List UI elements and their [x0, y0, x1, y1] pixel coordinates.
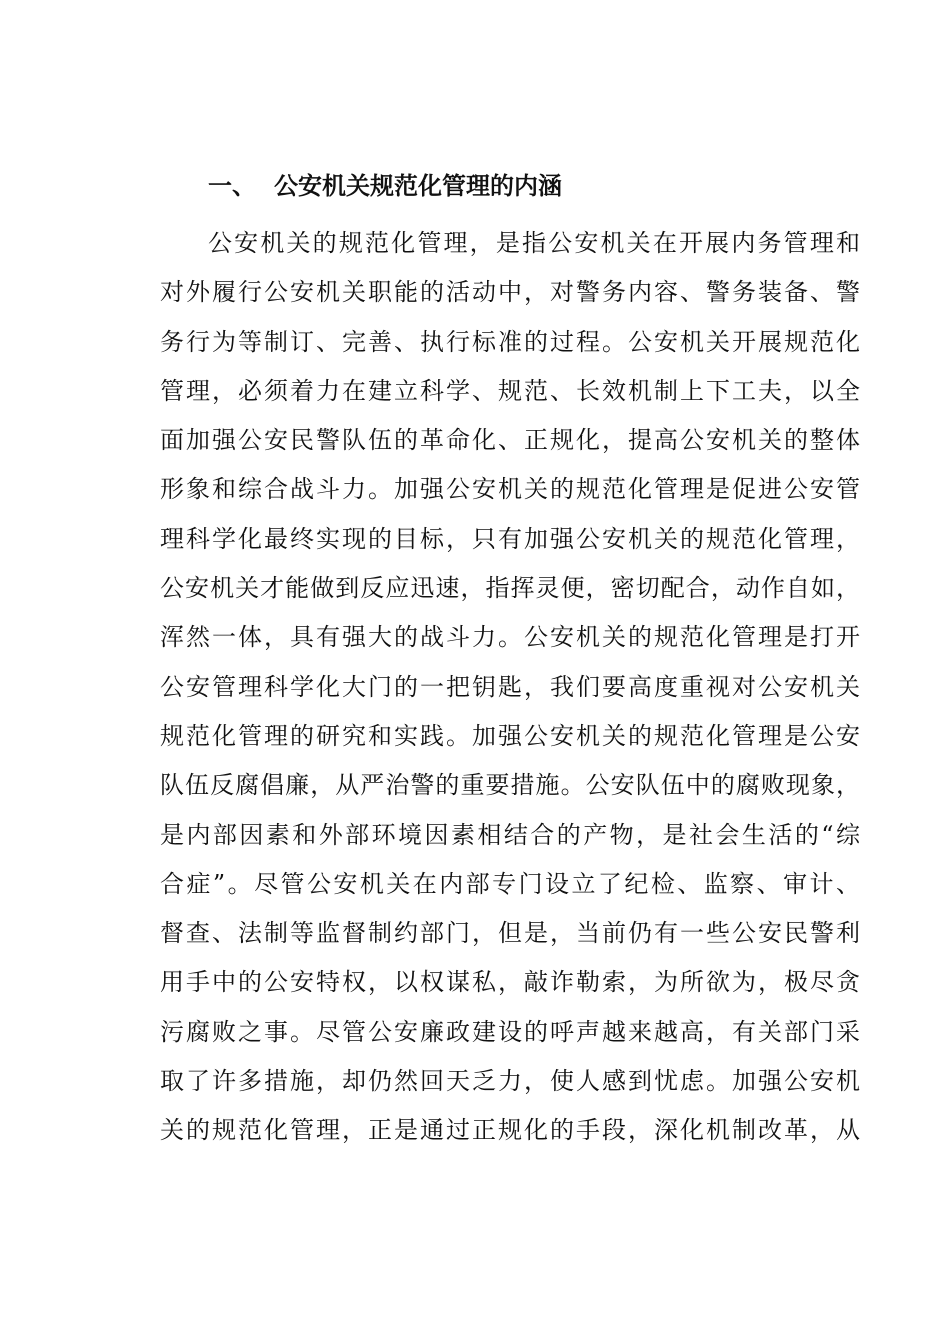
paragraph-line: 对外履行公安机关职能的活动中，对警务内容、警务装备、警 [160, 278, 860, 307]
paragraph-line: 浑然一体，具有强大的战斗力。公安机关的规范化管理是打开 [160, 623, 860, 652]
paragraph-line: 关的规范化管理，正是通过正规化的手段，深化机制改革，从 [160, 1116, 860, 1145]
paragraph-line: 形象和综合战斗力。加强公安机关的规范化管理是促进公安管 [160, 475, 860, 504]
body-paragraph [160, 228, 860, 1165]
paragraph-line: 污腐败之事。尽管公安廉政建设的呼声越来越高，有关部门采 [160, 1017, 860, 1046]
paragraph-line: 务行为等制订、完善、执行标准的过程。公安机关开展规范化 [160, 327, 860, 356]
paragraph-line: 督查、法制等监督制约部门，但是，当前仍有一些公安民警利 [160, 919, 860, 948]
paragraph-line: 取了许多措施，却仍然回天乏力，使人感到忧虑。加强公安机 [160, 1067, 860, 1096]
section-heading [208, 170, 562, 202]
paragraph-line: 合症”。尽管公安机关在内部专门设立了纪检、监察、审计、 [160, 869, 860, 898]
paragraph-line: 理科学化最终实现的目标，只有加强公安机关的规范化管理， [160, 524, 860, 553]
section-number: 一、 [208, 171, 256, 200]
paragraph-line: 队伍反腐倡廉，从严治警的重要措施。公安队伍中的腐败现象， [160, 771, 860, 800]
paragraph-line: 公安机关才能做到反应迅速，指挥灵便，密切配合，动作自如， [160, 574, 860, 603]
paragraph-line: 公安机关的规范化管理，是指公安机关在开展内务管理和 [208, 229, 860, 257]
paragraph-line: 是内部因素和外部环境因素相结合的产物，是社会生活的“综 [160, 820, 860, 849]
paragraph-line: 管理，必须着力在建立科学、规范、长效机制上下工夫，以全 [160, 376, 860, 405]
section-title: 公安机关规范化管理的内涵 [274, 171, 562, 200]
paragraph-line: 规范化管理的研究和实践。加强公安机关的规范化管理是公安 [160, 721, 860, 750]
paragraph-line: 用手中的公安特权，以权谋私，敲诈勒索，为所欲为，极尽贪 [160, 968, 860, 997]
paragraph-line: 公安管理科学化大门的一把钥匙，我们要高度重视对公安机关 [160, 672, 860, 701]
paragraph-line: 面加强公安民警队伍的革命化、正规化，提高公安机关的整体 [160, 426, 860, 455]
